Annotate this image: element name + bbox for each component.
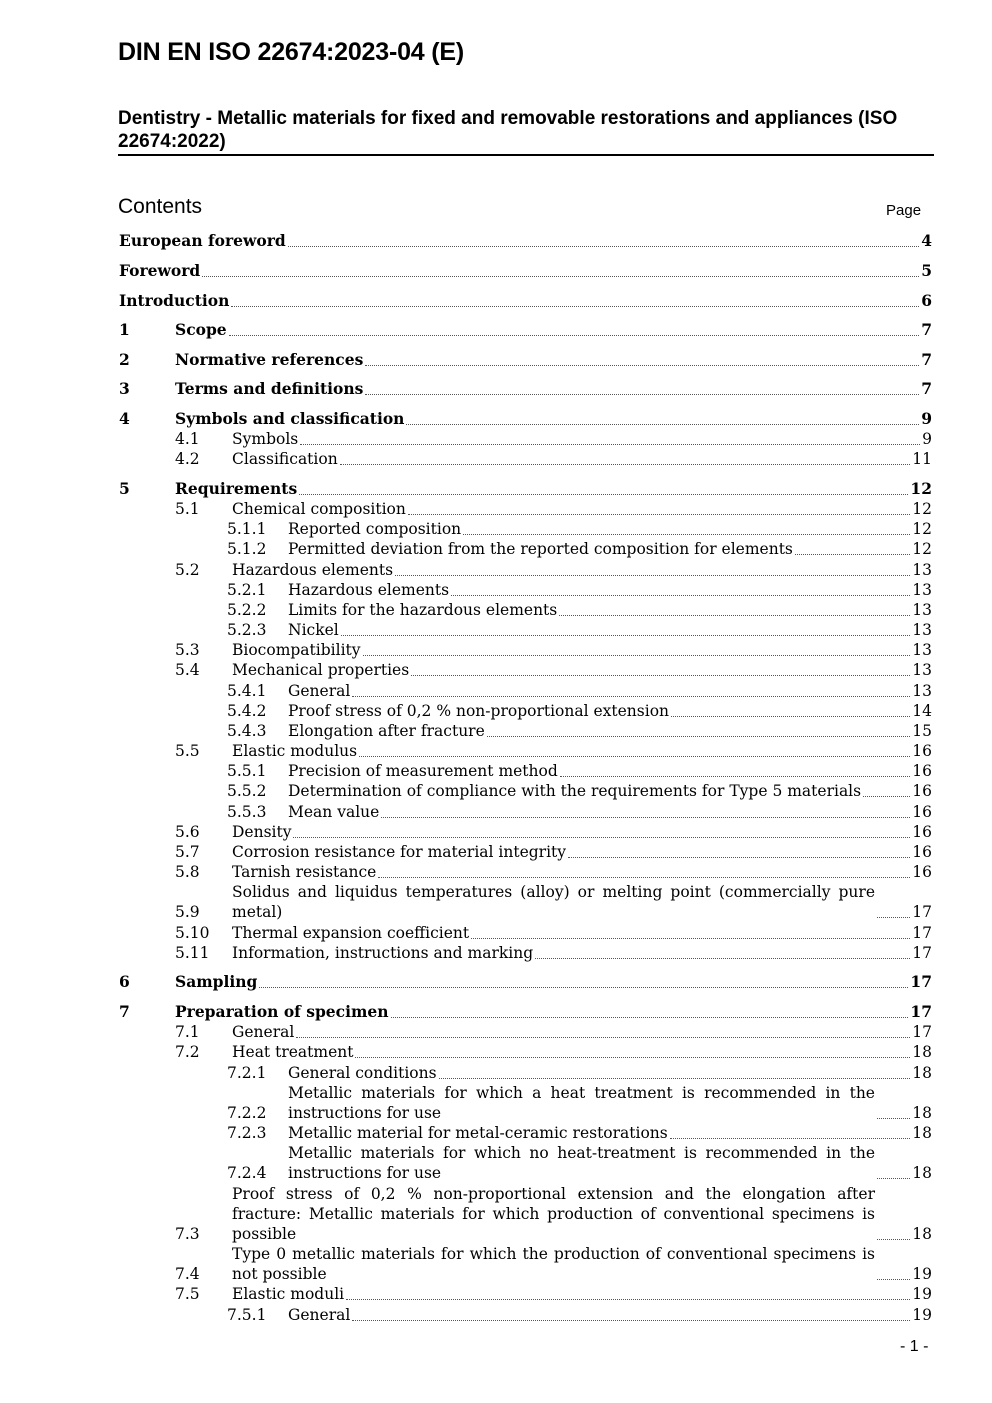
toc-entry-page: 7 — [921, 350, 932, 369]
toc-entry-page: 11 — [912, 450, 932, 468]
toc-entry[interactable] — [119, 640, 932, 660]
toc-entry-page: 14 — [912, 702, 932, 720]
toc-entry[interactable] — [119, 350, 932, 370]
toc-leader-dots — [877, 917, 910, 918]
toc-entry[interactable] — [119, 560, 932, 580]
toc-entry-number: 5.1 — [175, 500, 200, 518]
toc-entry-number: 7.2.3 — [227, 1124, 267, 1142]
toc-entry-number: 2 — [119, 350, 130, 369]
toc-entry-title: Elongation after fracture — [288, 722, 485, 740]
page-number: - 1 - — [900, 1338, 929, 1355]
toc-leader-dots — [293, 837, 910, 838]
toc-entry[interactable] — [119, 379, 932, 399]
toc-leader-dots — [365, 365, 919, 366]
toc-entry-title: Symbols — [232, 430, 299, 448]
toc-entry-page: 13 — [912, 581, 932, 599]
toc-leader-dots — [559, 615, 910, 616]
toc-entry-title: Mechanical properties — [232, 661, 410, 679]
toc-entry-page: 18 — [912, 1043, 932, 1061]
toc-entry[interactable] — [119, 539, 932, 559]
toc-entry-number: 7.4 — [175, 1265, 200, 1283]
toc-leader-dots — [381, 817, 910, 818]
toc-entry-page: 16 — [912, 823, 932, 841]
toc-entry-number: 5.6 — [175, 823, 200, 841]
toc-entry[interactable] — [119, 923, 932, 943]
toc-entry-number: 7.2.4 — [227, 1164, 267, 1182]
toc-entry-number: 5.7 — [175, 843, 200, 861]
toc-entry-number: 4.2 — [175, 450, 200, 468]
toc-entry[interactable] — [119, 882, 932, 922]
document-title: DIN EN ISO 22674:2023-04 (E) — [118, 38, 464, 66]
toc-entry[interactable] — [119, 822, 932, 842]
toc-entry-number: 5.2.2 — [227, 601, 267, 619]
toc-entry-title: Density — [232, 823, 292, 841]
toc-leader-dots — [877, 1279, 910, 1280]
toc-leader-dots — [352, 696, 910, 697]
toc-entry-title: Corrosion resistance for material integrity — [232, 843, 567, 861]
toc-entry[interactable] — [119, 681, 932, 701]
toc-entry-title: Elastic moduli — [232, 1285, 345, 1303]
toc-entry-title: Metallic materials for which a heat treatment is recommended in the instructions for use — [288, 1084, 875, 1122]
toc-entry-page: 19 — [912, 1285, 932, 1303]
toc-entry-title: Heat treatment — [232, 1043, 354, 1061]
toc-entry[interactable] — [119, 1244, 932, 1284]
toc-leader-dots — [365, 394, 919, 395]
toc-leader-dots — [355, 1057, 910, 1058]
toc-entry-number: 5.11 — [175, 944, 210, 962]
toc-entry-title: Foreword — [119, 261, 201, 280]
toc-entry[interactable] — [119, 1002, 932, 1022]
toc-entry-page: 12 — [910, 479, 932, 498]
toc-entry[interactable] — [119, 741, 932, 761]
toc-leader-dots — [439, 1078, 911, 1079]
toc-entry-page: 16 — [912, 742, 932, 760]
toc-entry-page: 13 — [912, 641, 932, 659]
toc-leader-dots — [288, 246, 919, 247]
toc-entry[interactable] — [119, 1123, 932, 1143]
toc-entry-page: 18 — [912, 1064, 932, 1082]
toc-leader-dots — [300, 444, 920, 445]
toc-entry-page: 12 — [912, 500, 932, 518]
toc-entry-number: 4.1 — [175, 430, 200, 448]
toc-entry-title: Tarnish resistance — [232, 863, 377, 881]
toc-entry-title: General — [232, 1023, 295, 1041]
toc-entry-number: 5.1.1 — [227, 520, 267, 538]
toc-entry-title: Sampling — [175, 972, 258, 991]
toc-entry-title: Nickel — [288, 621, 339, 639]
toc-entry[interactable] — [119, 1305, 932, 1325]
toc-entry-title: Elastic modulus — [232, 742, 358, 760]
toc-entry-number: 5.4 — [175, 661, 200, 679]
toc-entry[interactable] — [119, 943, 932, 963]
toc-entry-number: 7.2 — [175, 1043, 200, 1061]
toc-entry-page: 12 — [912, 520, 932, 538]
toc-entry-page: 13 — [912, 682, 932, 700]
toc-entry-page: 18 — [912, 1124, 932, 1142]
toc-entry-page: 17 — [912, 944, 932, 962]
toc-entry[interactable] — [119, 761, 932, 781]
toc-entry-number: 5.5 — [175, 742, 200, 760]
toc-entry-page: 19 — [912, 1265, 932, 1283]
toc-entry-page: 18 — [912, 1225, 932, 1243]
toc-entry[interactable] — [119, 1284, 932, 1304]
toc-entry-title: Preparation of specimen — [175, 1002, 389, 1021]
toc-entry[interactable] — [119, 600, 932, 620]
toc-entry-number: 5.2.3 — [227, 621, 267, 639]
toc-entry-number: 5.9 — [175, 903, 200, 921]
toc-entry-number: 4 — [119, 409, 130, 428]
toc-entry-number: 7.2.2 — [227, 1104, 267, 1122]
toc-entry-page: 13 — [912, 601, 932, 619]
toc-entry-number: 7.2.1 — [227, 1064, 267, 1082]
toc-entry-title: Mean value — [288, 803, 380, 821]
toc-entry-title: Proof stress of 0,2 % non-proportional extension — [288, 702, 670, 720]
toc-entry-page: 16 — [912, 803, 932, 821]
toc-entry-title: Normative references — [175, 350, 364, 369]
contents-heading: Contents — [118, 195, 203, 218]
toc-entry-number: 7.1 — [175, 1023, 200, 1041]
toc-leader-dots — [877, 1239, 910, 1240]
toc-entry-number: 5 — [119, 479, 130, 498]
toc-entry-title: General conditions — [288, 1064, 437, 1082]
toc-entry-page: 12 — [912, 540, 932, 558]
toc-entry-page: 17 — [910, 972, 932, 991]
toc-entry-title: Hazardous elements — [232, 561, 394, 579]
toc-entry-page: 7 — [921, 320, 932, 339]
document-subtitle: Dentistry - Metallic materials for fixed and removable restorations and appliances (ISO 22674:2022) — [118, 108, 898, 152]
toc-entry-page: 19 — [912, 1306, 932, 1324]
toc-leader-dots — [202, 276, 919, 277]
toc-leader-dots — [795, 554, 910, 555]
toc-entry-page: 18 — [912, 1104, 932, 1122]
toc-entry-page: 16 — [912, 843, 932, 861]
toc-entry[interactable] — [119, 781, 932, 801]
toc-entry-number: 5.1.2 — [227, 540, 267, 558]
toc-entry-title: Reported composition — [288, 520, 462, 538]
toc-entry[interactable] — [119, 479, 932, 499]
toc-leader-dots — [341, 635, 911, 636]
toc-entry-number: 5.8 — [175, 863, 200, 881]
toc-entry-title: Information, instructions and marking — [232, 944, 534, 962]
toc-entry-number: 7.3 — [175, 1225, 200, 1243]
toc-entry-title: Classification — [232, 450, 338, 468]
toc-entry-page: 13 — [912, 621, 932, 639]
toc-entry[interactable] — [119, 721, 932, 741]
toc-entry-title: Proof stress of 0,2 % non-proportional extension and the elongation after fracture: Metallic materials for which production of conventional specimens is possible — [232, 1185, 875, 1243]
toc-entry-page: 6 — [921, 291, 932, 310]
toc-entry-number: 5.4.3 — [227, 722, 267, 740]
toc-entry-page: 9 — [922, 430, 932, 448]
toc-entry-title: Thermal expansion coefficient — [232, 924, 470, 942]
toc-leader-dots — [363, 655, 911, 656]
toc-entry-page: 16 — [912, 782, 932, 800]
toc-leader-dots — [340, 464, 911, 465]
toc-entry[interactable] — [119, 802, 932, 822]
toc-entry-title: Type 0 metallic materials for which the production of conventional specimens is not possible — [232, 1245, 875, 1283]
toc-entry-number: 1 — [119, 320, 130, 339]
toc-entry-number: 5.2 — [175, 561, 200, 579]
toc-entry[interactable] — [119, 620, 932, 640]
toc-entry-page: 17 — [912, 1023, 932, 1041]
toc-leader-dots — [406, 424, 919, 425]
toc-entry-page: 13 — [912, 561, 932, 579]
toc-entry-page: 17 — [910, 1002, 932, 1021]
page-column-heading: Page — [886, 202, 922, 219]
toc-entry[interactable] — [119, 429, 932, 449]
toc-entry-number: 5.5.1 — [227, 762, 267, 780]
toc-entry-number: 5.4.2 — [227, 702, 267, 720]
toc-leader-dots — [352, 1320, 910, 1321]
toc-entry-title: Precision of measurement method — [288, 762, 558, 780]
toc-entry-title: Symbols and classification — [175, 409, 405, 428]
toc-entry[interactable] — [119, 1184, 932, 1244]
toc-entry-title: General — [288, 682, 351, 700]
toc-entry[interactable] — [119, 499, 932, 519]
toc-entry[interactable] — [119, 862, 932, 882]
toc-entry-title: Chemical composition — [232, 500, 406, 518]
toc-leader-dots — [451, 595, 910, 596]
toc-entry-number: 7.5 — [175, 1285, 200, 1303]
toc-entry-number: 7 — [119, 1002, 130, 1021]
toc-entry[interactable] — [119, 320, 932, 340]
toc-entry-number: 5.3 — [175, 641, 200, 659]
toc-entry-page: 4 — [921, 231, 932, 250]
toc-entry[interactable] — [119, 409, 932, 429]
toc-leader-dots — [346, 1299, 910, 1300]
toc-entry[interactable] — [119, 1143, 932, 1183]
toc-entry-number: 5.2.1 — [227, 581, 267, 599]
toc-entry-page: 17 — [912, 924, 932, 942]
toc-leader-dots — [259, 987, 908, 988]
toc-entry-number: 3 — [119, 379, 130, 398]
toc-entry-title: Determination of compliance with the requirements for Type 5 materials — [288, 782, 862, 800]
toc-leader-dots — [487, 736, 911, 737]
toc-entry-number: 5.5.2 — [227, 782, 267, 800]
toc-entry-page: 9 — [921, 409, 932, 428]
toc-entry[interactable] — [119, 842, 932, 862]
toc-leader-dots — [671, 716, 910, 717]
toc-entry-title: European foreword — [119, 231, 286, 250]
toc-leader-dots — [359, 756, 910, 757]
toc-leader-dots — [411, 675, 910, 676]
toc-leader-dots — [229, 335, 920, 336]
toc-entry-page: 18 — [912, 1164, 932, 1182]
toc-entry-page: 5 — [921, 261, 932, 280]
toc-entry-number: 5.5.3 — [227, 803, 267, 821]
toc-entry-title: Hazardous elements — [288, 581, 450, 599]
toc-entry[interactable] — [119, 972, 932, 992]
toc-leader-dots — [299, 494, 908, 495]
toc-leader-dots — [471, 938, 910, 939]
toc-entry-title: Biocompatibility — [232, 641, 361, 659]
toc-leader-dots — [395, 575, 910, 576]
toc-entry[interactable] — [119, 580, 932, 600]
toc-entry-number: 7.5.1 — [227, 1306, 267, 1324]
toc-entry-page: 16 — [912, 863, 932, 881]
toc-entry-title: Solidus and liquidus temperatures (alloy) or melting point (commercially pure metal) — [232, 883, 875, 921]
toc-entry-title: Permitted deviation from the reported composition for elements — [288, 540, 793, 558]
toc-leader-dots — [378, 877, 910, 878]
toc-entry-page: 7 — [921, 379, 932, 398]
toc-entry-title: Terms and definitions — [175, 379, 364, 398]
toc-leader-dots — [863, 796, 910, 797]
toc-leader-dots — [231, 306, 919, 307]
toc-entry[interactable] — [119, 291, 932, 311]
toc-entry-title: Introduction — [119, 291, 230, 310]
toc-entry-number: 6 — [119, 972, 130, 991]
toc-leader-dots — [408, 514, 910, 515]
toc-entry[interactable] — [119, 231, 932, 251]
toc-entry[interactable] — [119, 1063, 932, 1083]
toc-leader-dots — [560, 776, 910, 777]
toc-entry-page: 16 — [912, 762, 932, 780]
toc-entry-number: 5.4.1 — [227, 682, 267, 700]
toc-entry[interactable] — [119, 660, 932, 680]
toc-entry-page: 17 — [912, 903, 932, 921]
toc-entry[interactable] — [119, 519, 932, 539]
toc-entry-title: Requirements — [175, 479, 298, 498]
toc-entry[interactable] — [119, 701, 932, 721]
toc-entry-page: 13 — [912, 661, 932, 679]
toc-entry-page: 15 — [912, 722, 932, 740]
toc-leader-dots — [535, 958, 910, 959]
toc-leader-dots — [391, 1017, 909, 1018]
toc-entry[interactable] — [119, 261, 932, 281]
toc-leader-dots — [296, 1037, 910, 1038]
toc-entry-number: 5.10 — [175, 924, 210, 942]
toc-entry-title: Metallic materials for which no heat-treatment is recommended in the instructions for use — [288, 1144, 875, 1182]
toc-leader-dots — [568, 857, 910, 858]
toc-leader-dots — [877, 1118, 910, 1119]
toc-entry[interactable] — [119, 1022, 932, 1042]
toc-entry[interactable] — [119, 1042, 932, 1062]
toc-entry[interactable] — [119, 1083, 932, 1123]
toc-entry-title: Scope — [175, 320, 227, 339]
toc-leader-dots — [877, 1178, 910, 1179]
toc-entry-title: Metallic material for metal-ceramic restorations — [288, 1124, 668, 1142]
toc-entry-title: General — [288, 1306, 351, 1324]
toc-entry-title: Limits for the hazardous elements — [288, 601, 558, 619]
toc-entry[interactable] — [119, 449, 932, 469]
toc-leader-dots — [670, 1138, 911, 1139]
toc-leader-dots — [463, 534, 910, 535]
